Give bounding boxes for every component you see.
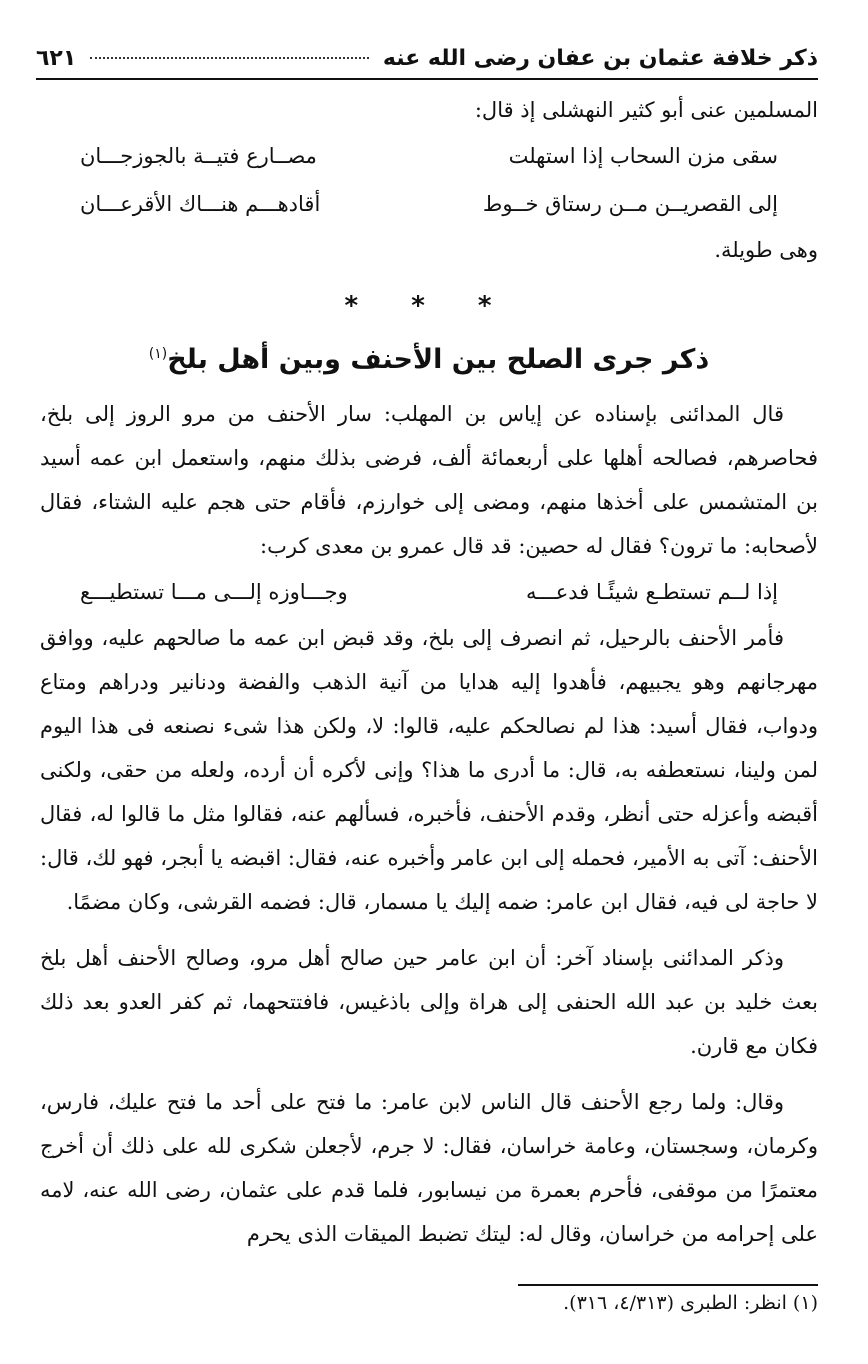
paragraph: فأمر الأحنف بالرحيل، ثم انصرف إلى بلخ، وقد قبض ابن عمه ما صالحهم عليه، ووافق مهرجانهم وهو يجبيهم، فأهدوا إليه هدايا من آنية الذهب والفضة ودنانير ودراهم ومتاع ودواب، فقال أسيد: هذا لم نصالحكم عليه، قالوا: لا، ولكن هذا شىء نصنعه فى هذا اليوم لمن ولينا، نستعطفه به، قال: ما أدرى ما هذا؟ وإنى لأكره أن أرده، ولعله من حقى، ولكنى أقبضه وأعزله حتى أنظر، وقدم الأحنف، فأخبره، فسألهم عنه، فقالوا مثل ما قالوا له، فقال الأحنف: آتى به الأمير، فحمله إلى ابن عامر وأخبره عنه، فقال: اقبضه يا أبجر، فهو لك، قال: لا حاجة لى فيه، فقال ابن عامر: ضمه إليك يا مسمار، قال: فضمه القرشى، وكان مضمًا.: [40, 626, 818, 914]
section-title-text: ذكر جرى الصلح بين الأحنف وبين أهل بلخ: [167, 344, 710, 375]
hemistich-left: أقادهـــم هنـــاك الأقرعـــان: [80, 192, 321, 216]
footnote-marker: (١): [148, 346, 168, 362]
footnote-divider: [518, 1284, 818, 1286]
footnote: (١) انظر: الطبرى (٤/٣١٣، ٣١٦).: [563, 1292, 818, 1314]
hemistich-right: سقى مزن السحاب إذا استهلت: [508, 144, 778, 168]
verse-line: [40, 568, 818, 616]
section-title: [40, 332, 818, 382]
page-number: ٦٢١: [36, 45, 77, 71]
verse-line: [40, 132, 818, 180]
paragraph: قال المدائنى بإسناده عن إياس بن المهلب: سار الأحنف من مرو الروز إلى بلخ، فحاصرهم، فصالحه أهلها على أربعمائة ألف، فرضى بذلك منهم، واستعمل ابن عمه أسيد بن المتشمس على أخذها منهم، ومضى إلى خوارزم، فأقام حتى هجم عليه الشتاء، فقال لأصحابه: ما ترون؟ فقال له حصين: قد قال عمرو بن معدى كرب:: [40, 402, 818, 558]
hemistich-right: إذا لــم تستطـع شيئًـا فدعـــه: [526, 580, 778, 604]
section-separator: * * *: [344, 291, 514, 321]
paragraph: وقال: ولما رجع الأحنف قال الناس لابن عامر: ما فتح على أحد ما فتح عليك، فارس، وكرمان، وسجستان، وعامة خراسان، فقال: لا جرم، لأجعلن شكرى لله على ذلك أن أخرج معتمرًا من موقفى، فأحرم بعمرة من نيسابور، فلما قدم على عثمان، رضى الله عنه، لامه على إحرامه من خراسان، وقال له: ليتك تضبط الميقات الذى يحرم: [40, 1090, 818, 1246]
poem-1: [40, 132, 818, 228]
poem-note: وهى طويلة.: [714, 238, 818, 262]
paragraph: وذكر المدائنى بإسناد آخر: أن ابن عامر حين صالح أهل مرو، وصالح الأحنف أهل بلخ بعث خليد بن عبد الله الحنفى إلى هراة وإلى باذغيس، فافتتحهما، ثم كفر العدو بعد ذلك فكان مع قارن.: [40, 946, 818, 1058]
intro-line: المسلمين عنى أبو كثير النهشلى إذ قال:: [474, 98, 818, 122]
leader-dots: [90, 57, 369, 59]
verse-line: [40, 180, 818, 228]
hemistich-right: إلى القصريــن مــن رستاق خــوط: [482, 192, 778, 216]
running-header: [36, 38, 818, 80]
hemistich-left: مصــارع فتيــة بالجوزجـــان: [80, 144, 317, 168]
header-title: ذكر خلافة عثمان بن عفان رضى الله عنه: [382, 45, 818, 71]
hemistich-left: وجـــاوزه إلـــى مـــا تستطيـــع: [80, 580, 348, 604]
body-text: [40, 88, 818, 1256]
